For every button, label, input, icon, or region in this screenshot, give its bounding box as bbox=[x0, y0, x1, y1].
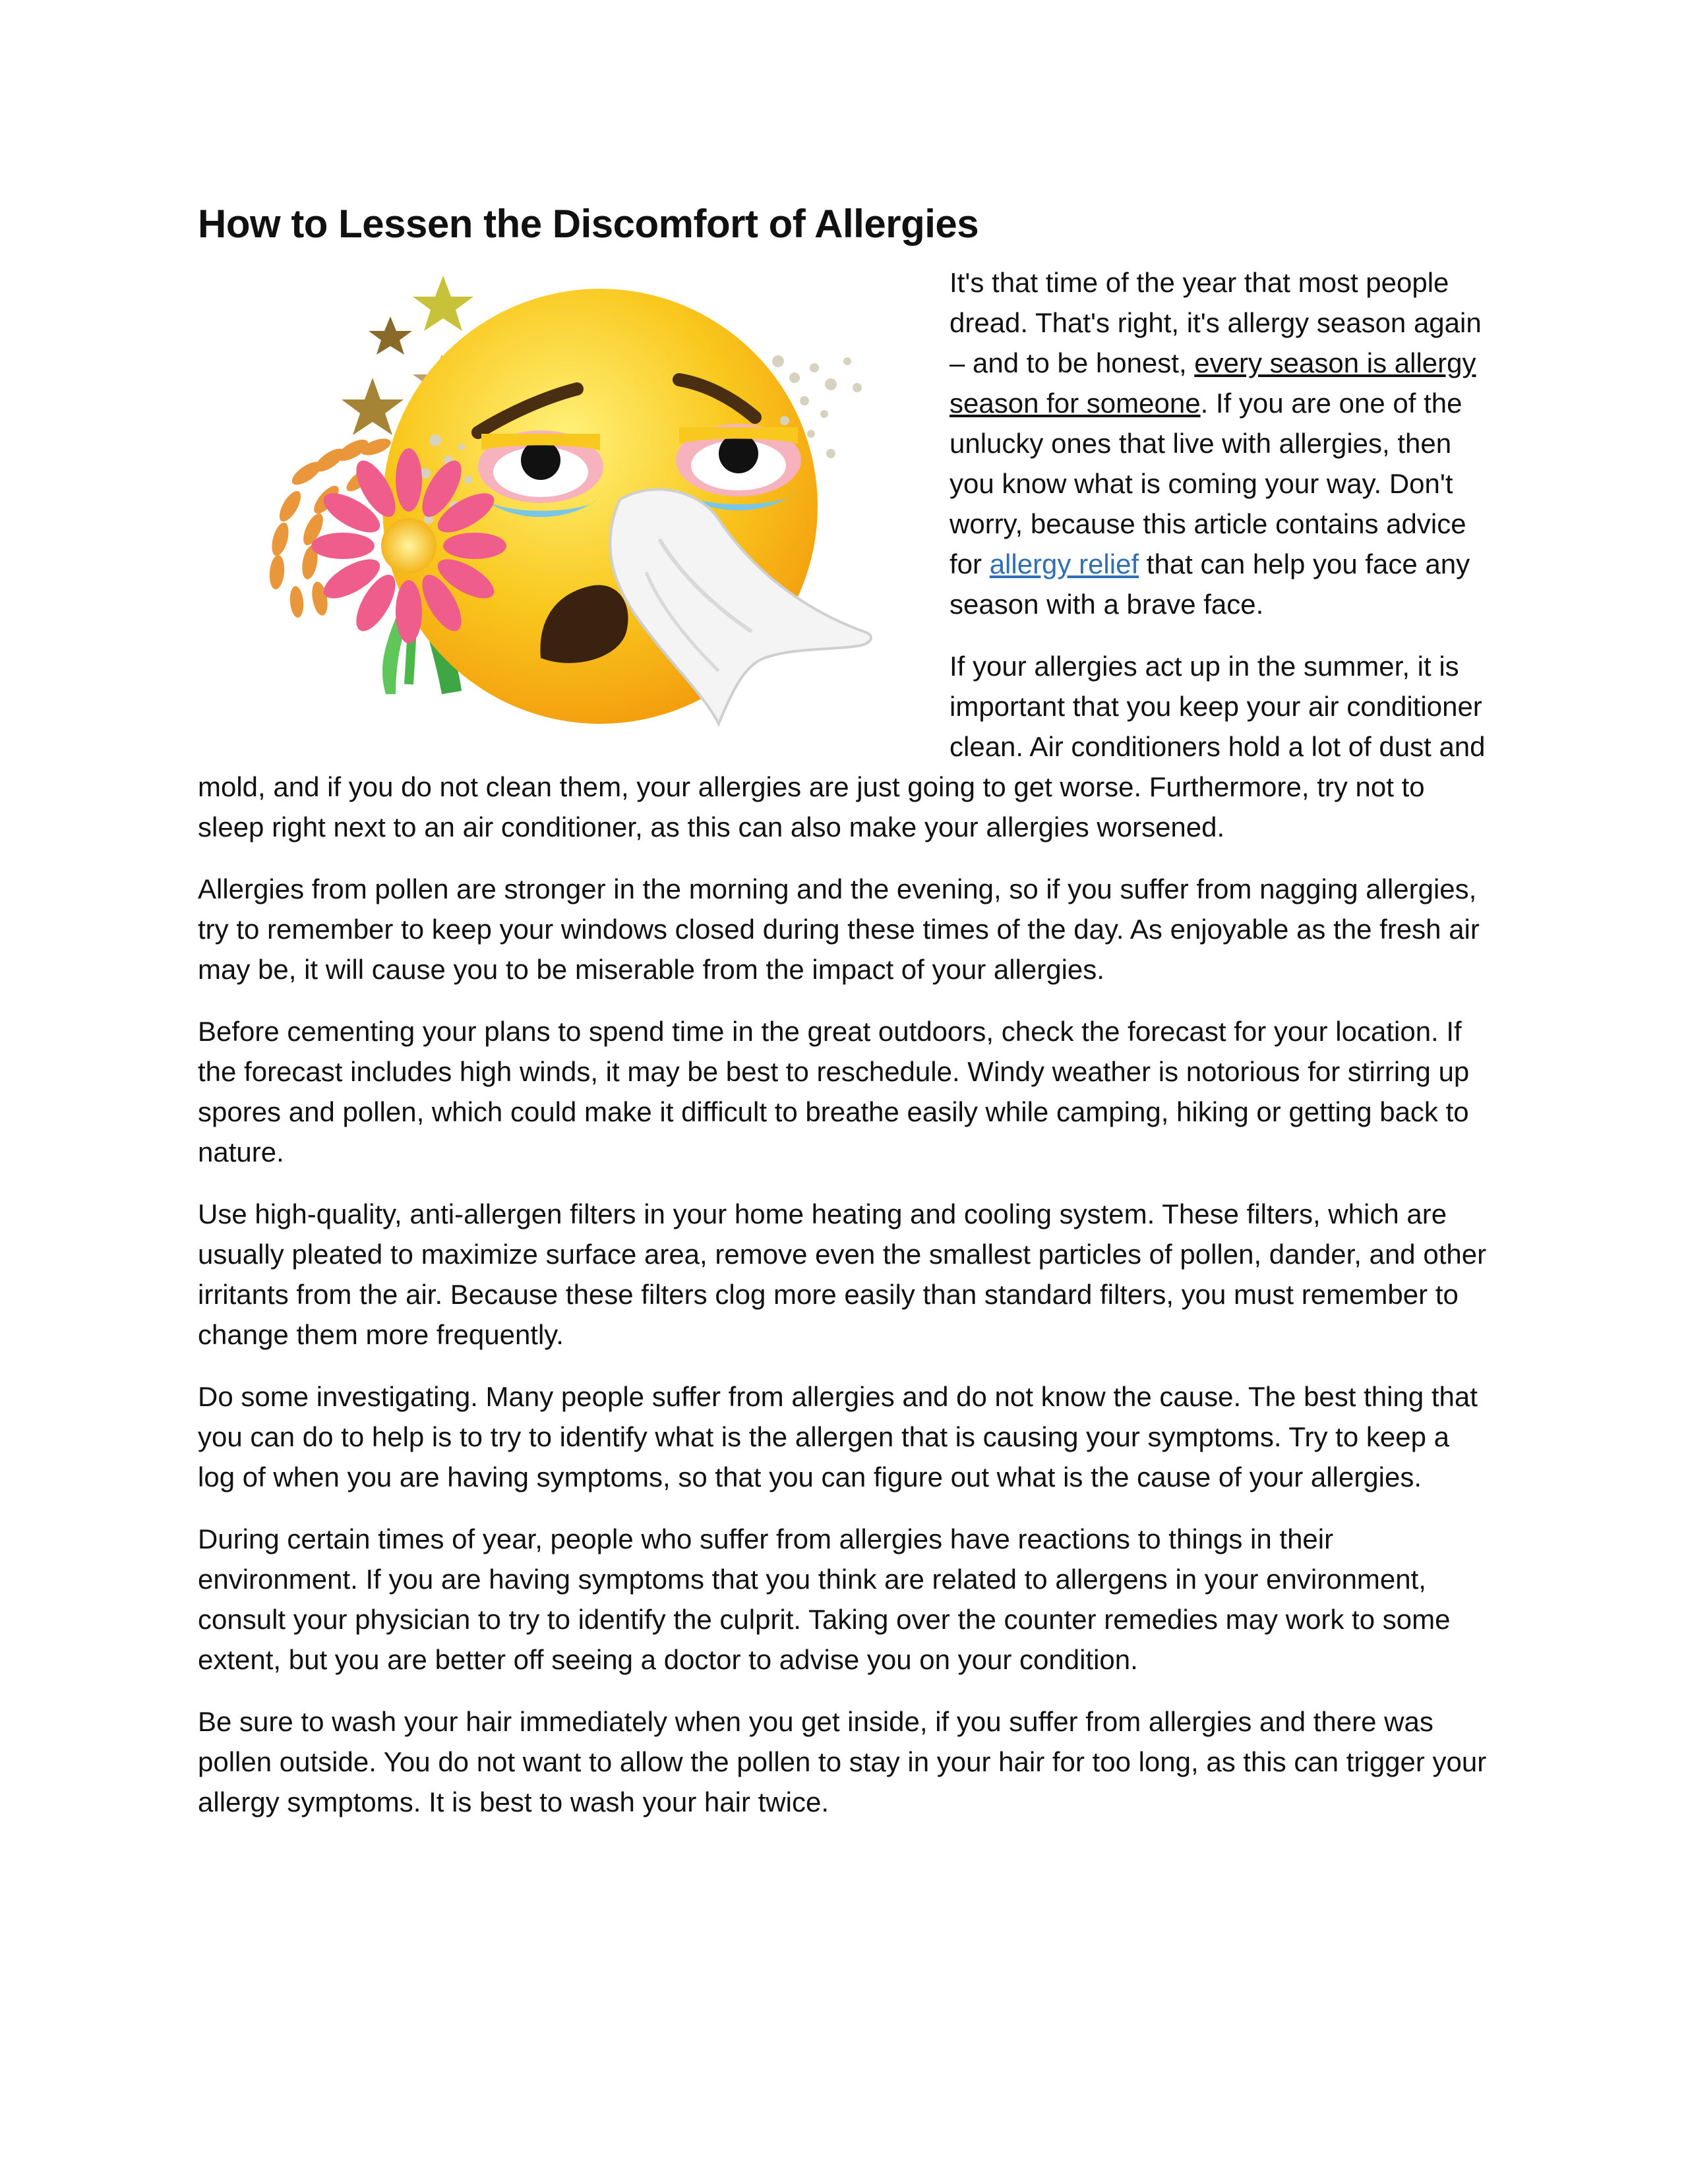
intro-text-1: It's that time of the year that most people dread. That's right, it's allergy season again – and to be honest, bbox=[950, 267, 1482, 378]
allergy-relief-link[interactable]: allergy relief bbox=[989, 548, 1139, 579]
paragraph-investigating: Do some investigating. Many people suffer from allergies and do not know the cause. The best thing that you can do to help is to try to identify what is the allergen that is causing your symptoms. Try to keep a log of when you are having symptoms, so that you can figure out what is the cause of your allergies. bbox=[198, 1381, 1478, 1492]
paragraph-forecast: Before cementing your plans to spend time in the great outdoors, check the forecast for your location. If the forecast includes high winds, it may be best to reschedule. Windy weather is notorious for stirring up spores and pollen, which could make it difficult to breathe easily while camping, hiking or getting back to nature. bbox=[198, 1016, 1470, 1167]
paragraph-filters: Use high-quality, anti-allergen filters in your home heating and cooling system. These filters, which are usually pleated to maximize surface area, remove even the smallest particles of pollen, dander, and other irritants from the air. Because these filters clog more easily than standard filters, you must remember to change them more frequently. bbox=[198, 1198, 1487, 1350]
paragraph-wash-hair: Be sure to wash your hair immediately when you get inside, if you suffer from allergies and there was pollen outside. You do not want to allow the pollen to stay in your hair for too long, as this can trigger your allergy symptoms. It is best to wash your hair twice. bbox=[198, 1706, 1487, 1817]
paragraph-physician: During certain times of year, people who suffer from allergies have reactions to things in their environment. If you are having symptoms that you think are related to allergens in your environment, consult your physician to try to identify the culprit. Taking over the counter remedies may work to some extent, but you are better off seeing a doctor to advise you on your condition. bbox=[198, 1523, 1451, 1675]
document-page bbox=[198, 198, 1490, 1844]
intro-text-3: that can help you face any season with a brave face. bbox=[950, 548, 1470, 620]
underlined-phrase: every season is allergy season for someone bbox=[950, 347, 1476, 419]
article-title: How to Lessen the Discomfort of Allergies bbox=[198, 202, 979, 246]
paragraph-air-conditioner: If your allergies act up in the summer, it is important that you keep your air conditioner clean. Air conditioners hold a lot of dust and mold, and if you do not clean them, your allergies are just going to get worse. Furthermore, try not to sleep right next to an air conditioner, as this can also make your allergies worsened. bbox=[198, 651, 1486, 842]
paragraph-pollen-windows: Allergies from pollen are stronger in the morning and the evening, so if you suffer from nagging allergies, try to remember to keep your windows closed during these times of the day. As enjoyable as the fresh air may be, it will cause you to be miserable from the impact of your allergies. bbox=[198, 873, 1480, 985]
intro-text-2: . If you are one of the unlucky ones that live with allergies, then you know what is coming your way. Don't worry, because this article contains advice for bbox=[950, 388, 1466, 579]
allergy-emoji-illustration bbox=[198, 262, 923, 744]
